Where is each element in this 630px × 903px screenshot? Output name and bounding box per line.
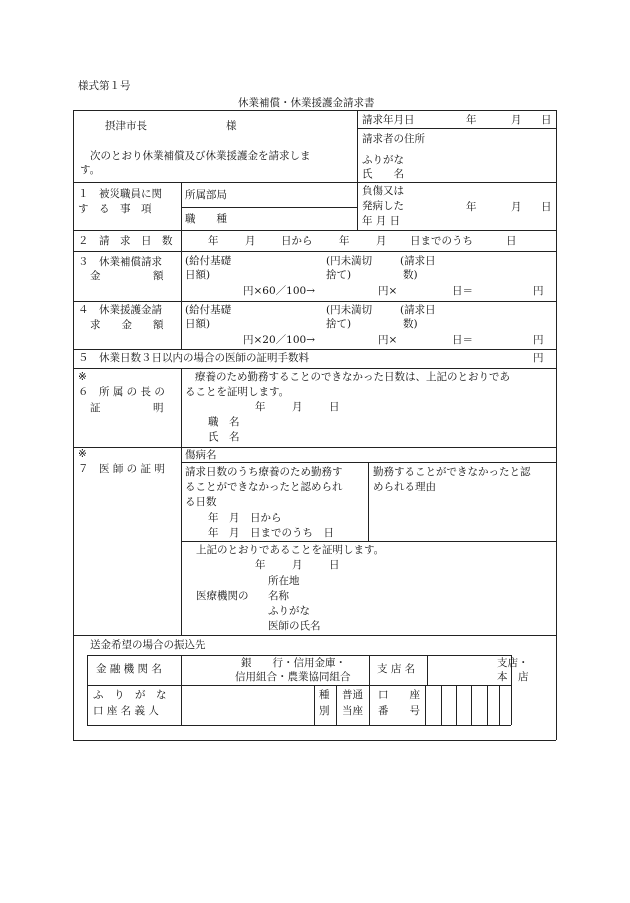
addressee: 摂津市長 — [105, 120, 147, 132]
day-label: 日 — [541, 114, 552, 126]
days-text-line3: る日数 — [185, 496, 217, 508]
injury-date-label-line2: 発病した — [362, 200, 404, 212]
row4-label-line1: ４ 休業援護金請 — [78, 304, 162, 316]
yen-total: 円 — [533, 285, 544, 297]
account-number-label-line2: 番 号 — [378, 705, 420, 717]
yen-times: 円× — [378, 334, 398, 346]
institution-name-label: 名称 — [268, 590, 289, 602]
injury-year: 年 — [466, 201, 477, 213]
account-type-line1: 種 — [319, 689, 330, 701]
furigana-label: ふりがな — [268, 605, 310, 617]
cert-month: 月 — [292, 401, 303, 413]
doctor-cert-month: 月 — [292, 559, 303, 571]
until-month: 月 — [376, 235, 387, 247]
cert-year: 年 — [255, 401, 266, 413]
bank-heading: 送金希望の場合の振込先 — [90, 639, 206, 651]
row1-label-line1: １ 被災職員に関 — [78, 188, 162, 200]
bank-types-line2: 信用組合・農業協同組合 — [235, 671, 351, 683]
department-label: 所属部局 — [185, 189, 227, 201]
days-text-line1: 請求日数のうち療養のため勤務す — [185, 466, 343, 478]
institution-label: 医療機関の — [196, 590, 249, 602]
round-label-1: (円未満切 — [326, 304, 373, 316]
day-equals: 日＝ — [452, 285, 473, 297]
post-label: 職 名 — [208, 416, 240, 428]
month-label: 月 — [511, 114, 522, 126]
from-month: 月 — [245, 235, 256, 247]
form-title: 休業補償・休業援護金請求書 — [238, 97, 375, 109]
request-text-line2: す。 — [80, 164, 101, 176]
base-daily-label-2: 日額) — [185, 318, 211, 330]
doctor-cert-year: 年 — [255, 559, 266, 571]
cert-day: 日 — [329, 401, 340, 413]
row3-label-line2: 金 額 — [90, 270, 164, 282]
account-normal: 普通 — [342, 689, 363, 701]
branch-type-line2: 本 店 — [497, 671, 529, 683]
request-text-line1: 次のとおり休業補償及び休業援護金を請求しま — [90, 150, 311, 162]
honorific: 様 — [226, 120, 237, 132]
from-date-line: 年 月 日から — [208, 512, 282, 524]
round-label-1: (円未満切 — [326, 255, 373, 267]
account-number-label-line1: 口 座 — [378, 689, 420, 701]
base-daily-label-1: (給付基礎 — [185, 255, 232, 267]
row6-label-line1: ６ 所 属 の 長 の — [78, 386, 165, 398]
round-label-2: 捨て) — [326, 269, 352, 281]
account-holder-label: 口 座 名 義 人 — [93, 705, 159, 717]
until-day: 日までのうち — [410, 235, 473, 247]
reason-text-line2: められる理由 — [373, 481, 436, 493]
reason-text-line1: 勤務することができなかったと認 — [373, 466, 531, 478]
bank-types-line1: 銀 行・信用金庫・ — [241, 657, 346, 669]
furigana-label: ふりがな — [362, 154, 404, 166]
until-year: 年 — [339, 235, 350, 247]
bank-name-label: 金 融 機 関 名 — [96, 663, 162, 675]
name-label: 氏 名 — [362, 168, 404, 180]
yen-times: 円× — [378, 285, 398, 297]
injury-month: 月 — [511, 201, 522, 213]
year-label: 年 — [466, 114, 477, 126]
formula-60: 円×60／100→ — [243, 285, 315, 297]
account-current: 当座 — [342, 705, 363, 717]
round-label-2: 捨て) — [326, 318, 352, 330]
formula-20: 円×20／100→ — [243, 334, 315, 346]
row1-label-line2: す る 事 項 — [78, 203, 152, 215]
account-holder-furigana: ふ り が な — [93, 689, 167, 701]
row4-label-line2: 求 金 額 — [90, 319, 164, 331]
form-number: 様式第１号 — [78, 80, 131, 92]
cert-text-line2: ることを証明します。 — [185, 386, 290, 398]
row3-label-line1: ３ 休業補償請求 — [78, 256, 162, 268]
disease-label: 傷病名 — [185, 449, 217, 461]
certify-text: 上記のとおりであることを証明します。 — [196, 544, 385, 556]
days-count: 日 — [506, 235, 517, 247]
note-mark: ※ — [78, 371, 87, 383]
account-type-line2: 別 — [319, 705, 330, 717]
doctor-cert-day: 日 — [329, 559, 340, 571]
days-label-2: 数) — [403, 318, 418, 330]
doctor-name-label: 医師の氏名 — [268, 620, 321, 632]
note-mark: ※ — [78, 448, 87, 460]
row7-label: ７ 医 師 の 証 明 — [78, 463, 165, 475]
until-date-line: 年 月 日までのうち 日 — [208, 527, 334, 539]
branch-name-label: 支 店 名 — [377, 663, 416, 675]
injury-day: 日 — [541, 201, 552, 213]
days-label-1: (請求日 — [400, 255, 436, 267]
days-label-2: 数) — [403, 269, 418, 281]
row5-label: ５ 休業日数３日以内の場合の医師の証明手数料 — [78, 352, 309, 364]
yen-total: 円 — [533, 334, 544, 346]
job-type-label: 職 種 — [185, 213, 227, 225]
from-year: 年 — [208, 235, 219, 247]
cert-text-line1: 療養のため勤務することのできなかった日数は、上記のとおりであ — [195, 371, 510, 383]
location-label: 所在地 — [268, 575, 300, 587]
base-daily-label-2: 日額) — [185, 269, 211, 281]
injury-date-label-line3: 年 月 日 — [362, 215, 401, 227]
branch-type-line1: 支店・ — [497, 657, 529, 669]
days-label-1: (請求日 — [400, 304, 436, 316]
request-date-label: 請求年月日 — [362, 114, 415, 126]
name-label: 氏 名 — [208, 431, 240, 443]
row2-label: ２ 請 求 日 数 — [78, 235, 173, 247]
from-day: 日から — [281, 235, 313, 247]
days-text-line2: ることができなかったと認められ — [185, 481, 343, 493]
claimant-address-label: 請求者の住所 — [362, 133, 425, 145]
injury-date-label-line1: 負傷又は — [362, 185, 404, 197]
fee-yen: 円 — [533, 352, 544, 364]
day-equals: 日＝ — [452, 334, 473, 346]
row6-label-line2: 証 明 — [90, 402, 164, 414]
base-daily-label-1: (給付基礎 — [185, 304, 232, 316]
